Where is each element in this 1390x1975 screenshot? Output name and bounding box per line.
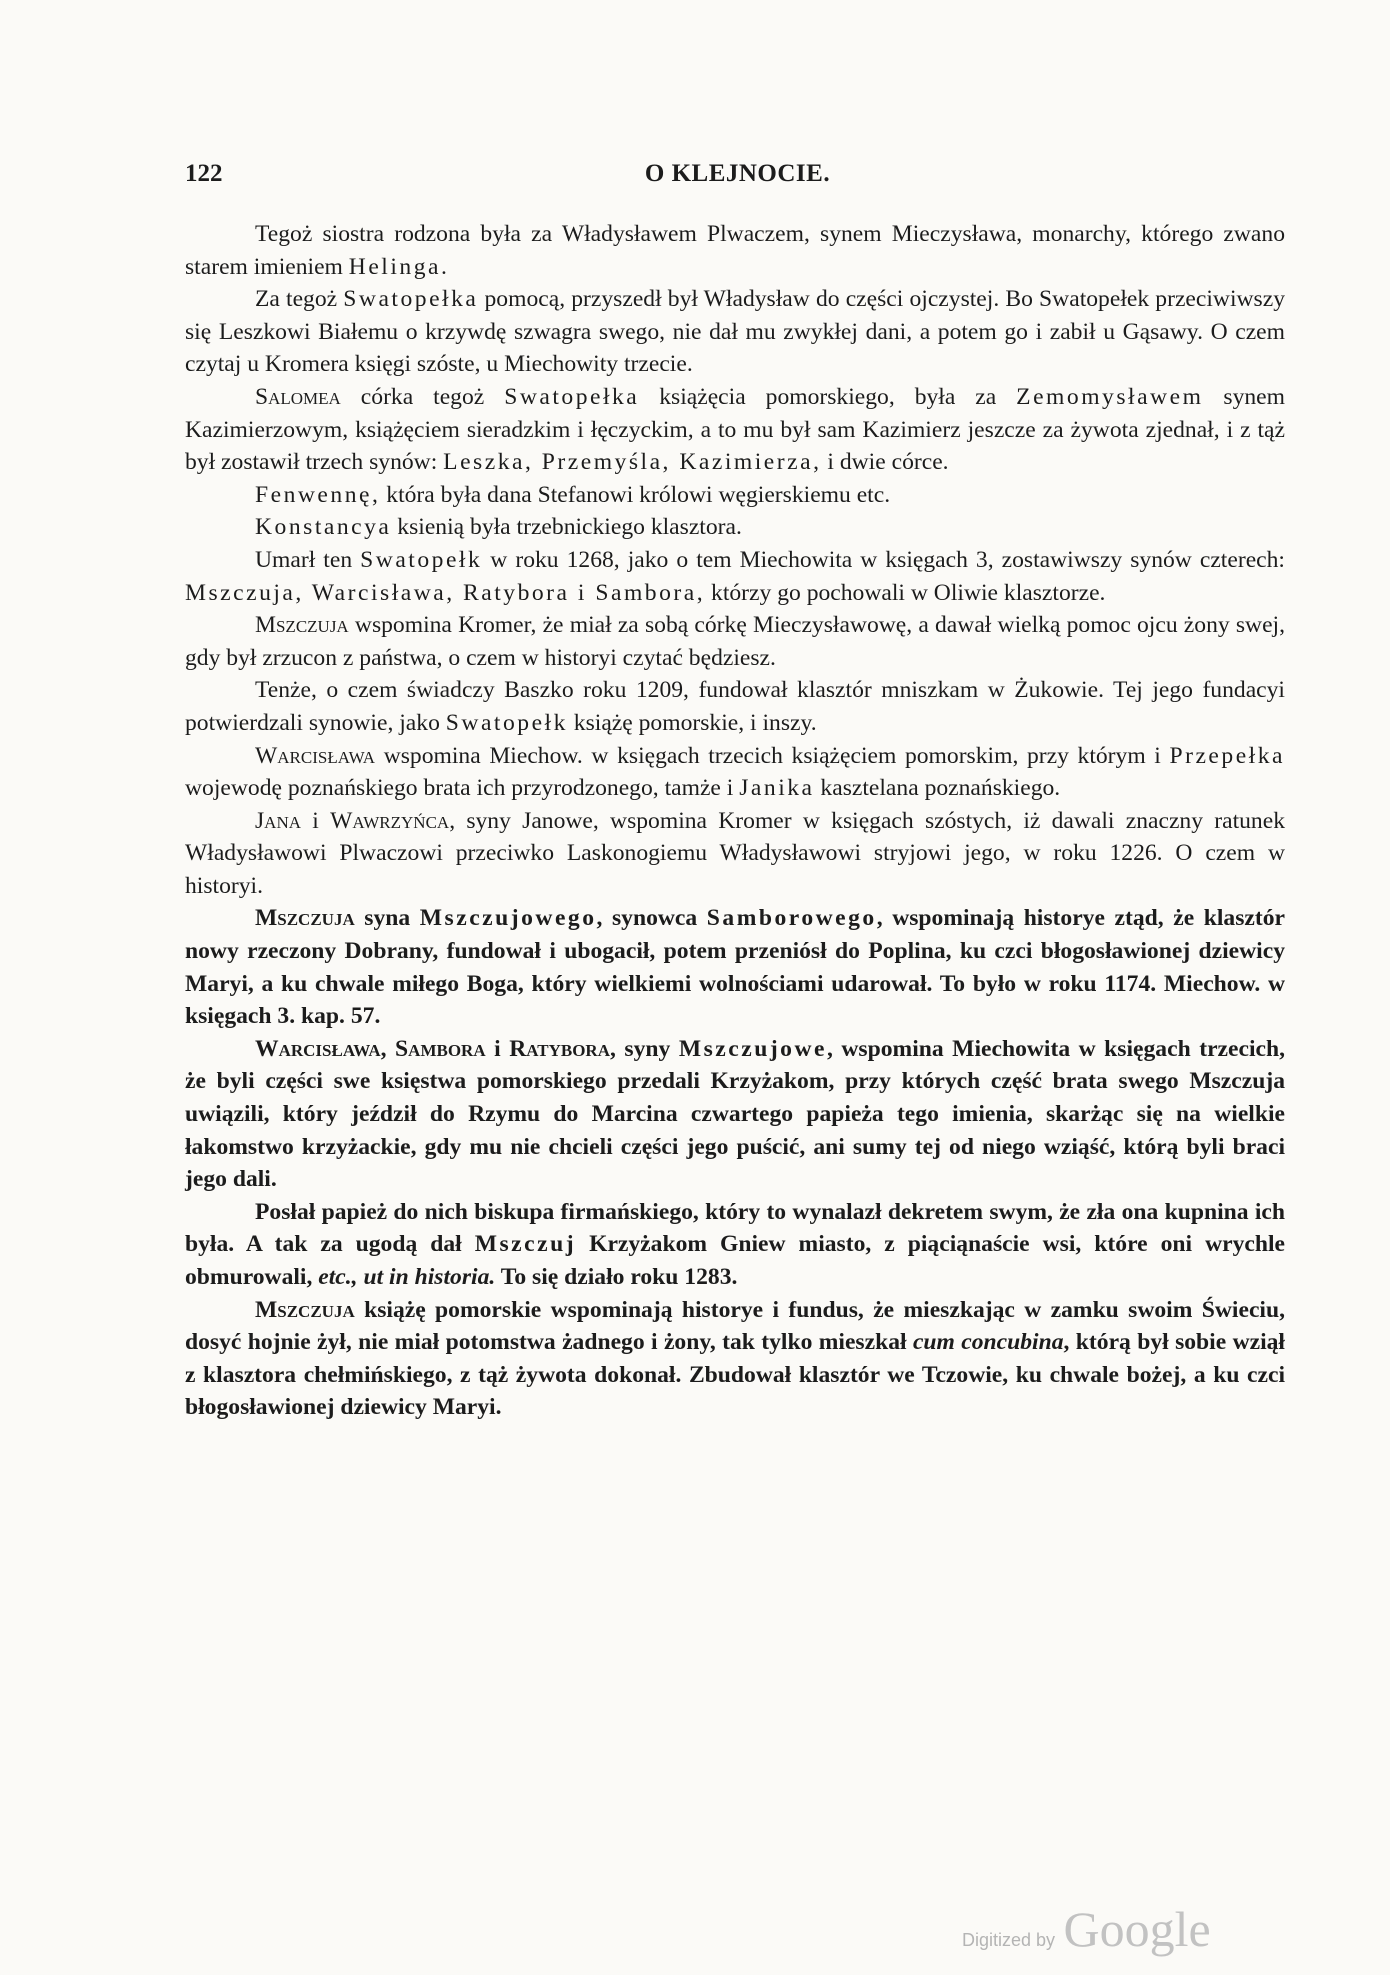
paragraph [185, 283, 1285, 381]
text-run: książę pomorskie wspominają historye i fundus, że mieszkając w zamku swoim Świeciu, dosyć hojnie żył, nie miał potomstwa żadnego i żony, tak tylko mieszkał [185, 1296, 1285, 1356]
text-run: Jana [255, 807, 302, 834]
text-run: Tegoż siostra rodzona była za Władysławem Plwaczem, synem Mieczysława, monarchy, którego zwano starem imieniem [185, 221, 1285, 280]
text-run: i dwie córce. [821, 449, 949, 476]
text-run: Salomea [255, 383, 341, 410]
text-run: Ratybora [509, 1035, 610, 1062]
text-run: Mszczuja [255, 1296, 355, 1323]
text-run: pomocą, przyszedł był Władysław do części ojczystej. Bo Swatopełek przeciwiwszy się Leszkowi Białemu o krzywdę szwagra swego, nie dał mu zwykłej dani, a potem go i zabił u Gąsawy. O czem czytaj u Kromera księgi szóste, u Miechowity trzecie. [185, 286, 1285, 378]
text-run: Mszczujowego [419, 905, 597, 932]
text-run: , wspominają historye ztąd, że klasztór nowy rzeczony Dobrany, fundował i ubogacił, potem przeniósł do Poplina, ku czci błogosławionej dziewicy Maryi, a ku chwale miłego Boga, który wielkiemi wolnościami udarował. To było w roku 1174. Miechow. w księgach 3. kap. 57. [185, 905, 1285, 1030]
text-run: , syny [610, 1035, 679, 1062]
text-run: i [301, 807, 331, 834]
paragraph [185, 381, 1285, 479]
text-run: Krzyżakom Gniew miasto, z piąciąnaście wsi, które oni wrychle obmurowali, [185, 1231, 1285, 1290]
text-run: Mszczuja, Warcisława, Ratybora i Sambora, [185, 579, 706, 606]
paragraph [185, 511, 1285, 544]
text-run: Swatopełk [445, 709, 568, 736]
text-run: , którą był sobie wziął z klasztora chełmińskiego, z tąż żywota dokonał. Zbudował klasztór we Tczowie, ku chwale bożej, a ku czci błogosławionej dziewicy Maryi. [185, 1329, 1285, 1421]
text-run: córka tegoż [340, 383, 505, 410]
paragraph [185, 805, 1285, 903]
text-run: , wspomina Miechowita w księgach trzecich, że byli części swe księstwa pomorskiego przedali Krzyżakom, przy których część brata swego Mszczuja uwiązili, który jeździł do Rzymu do Marcina czwartego papieża tego imienia, skarżąc się na wielkie łakomstwo krzyżackie, gdy mu nie chcieli części jego puścić, ani sumy tej od niego wziąść, którą byli braci jego dali. [185, 1035, 1286, 1193]
text-run: Swatopełka [504, 383, 640, 410]
paragraph [185, 1033, 1285, 1196]
text-run: synem Kazimierzowym, książęciem sieradzkim i łęczyckim, a to mu był sam Kazimierz jeszcze za żywota zjednał, i z tąż był zostawił trzech synów: [185, 383, 1285, 476]
text-run: Przepełka [1169, 742, 1285, 769]
text-run: Samborowego [706, 905, 877, 932]
text-run: etc., ut in historia. [318, 1264, 496, 1290]
text-run: Leszka, Przemyśla, Kazimierza, [443, 449, 822, 476]
text-run: Za tegoż [255, 286, 344, 313]
paragraph [185, 740, 1285, 805]
text-run: wspomina Kromer, że miał za sobą córkę Mieczysławowę, a dawał wielką pomoc ojcu żony swej, gdy był zrzucon z państwa, o czem w historyi czytać będziesz. [185, 612, 1285, 671]
text-run: Fenwennę, [255, 481, 381, 508]
text-run: Posłał papież do nich biskupa firmańskiego, który to wynalazł dekretem swym, że zła ona kupnina ich była. A tak za ugodą dał [185, 1198, 1285, 1258]
text-run: , syny Janowe, wspomina Kromer w księgach szóstych, iż dawali znaczny ratunek Władysławowi Plwaczowi przeciwko Laskonogiemu Władysławowi stryjowi jego, w roku 1226. O czem w historyi. [185, 807, 1285, 899]
text-run: Swatopełk [360, 546, 483, 573]
paragraph [185, 902, 1285, 1032]
text-run: wojewodę poznańskiego brata ich przyrodzonego, tamże i [185, 775, 740, 802]
text-run: Tenże, o czem świadczy Baszko roku 1209, fundował klasztór mniszkam w Żukowie. Tej jego fundacyi potwierdzali synowie, jako [185, 677, 1285, 736]
paragraph [185, 218, 1285, 283]
text-run: Warcisława [255, 1035, 381, 1062]
text-run: Sambora [395, 1035, 486, 1062]
paragraph [185, 1196, 1285, 1294]
text-run: Konstancya [255, 514, 392, 541]
text-run: Mszczuja [255, 612, 349, 639]
text-run: książę pomorskie, i inszy. [567, 709, 817, 736]
text-run: Mszczuj [474, 1231, 577, 1258]
running-title: O KLEJNOCIE. [644, 160, 831, 187]
page-header [185, 160, 1290, 200]
text-run: Zemomysławem [1016, 383, 1204, 410]
text-run: Mszczujowe [678, 1035, 827, 1062]
text-run: Helinga [348, 253, 441, 280]
text-run: Mszczuja [255, 905, 355, 932]
text-run: ksienią była trzebnickiego klasztora. [391, 514, 742, 541]
text-run: To się działo roku 1283. [495, 1264, 738, 1290]
paragraph [185, 674, 1285, 739]
paragraph [185, 609, 1285, 674]
text-run: którzy go pochowali w Oliwie klasztorze. [705, 579, 1106, 606]
text-run: Umarł ten [255, 546, 361, 573]
text-run: która była dana Stefanowi królowi węgierskiemu etc. [380, 481, 891, 508]
text-run: . [440, 253, 447, 280]
body-text [185, 218, 1285, 1424]
text-run: Janika [739, 775, 815, 802]
text-run: w roku 1268, jako o tem Miechowita w księgach 3, zostawiwszy synów czterech: [482, 546, 1285, 573]
text-run: książęcia pomorskiego, była za [639, 383, 1017, 410]
text-run: i [485, 1035, 510, 1062]
text-run: cum concubina [912, 1329, 1064, 1356]
text-run: , [380, 1035, 396, 1062]
text-run: , synowca [596, 905, 707, 932]
text-run: Warcisława [255, 742, 376, 769]
digitized-watermark [962, 1900, 1211, 1958]
google-logo: Google [1063, 1901, 1211, 1957]
paragraph [185, 479, 1285, 512]
page-number: 122 [185, 160, 223, 187]
text-run: kasztelana poznańskiego. [814, 775, 1061, 802]
text-run: Wawrzyńca [330, 807, 450, 834]
paragraph [185, 544, 1285, 609]
text-run: syna [354, 905, 420, 932]
paragraph [185, 1294, 1285, 1424]
text-run: wspomina Miechow. w księgach trzecich książęciem pomorskim, przy którym i [375, 742, 1170, 769]
text-run: Swatopełka [343, 286, 479, 313]
digitized-label: Digitized by [962, 1930, 1056, 1950]
